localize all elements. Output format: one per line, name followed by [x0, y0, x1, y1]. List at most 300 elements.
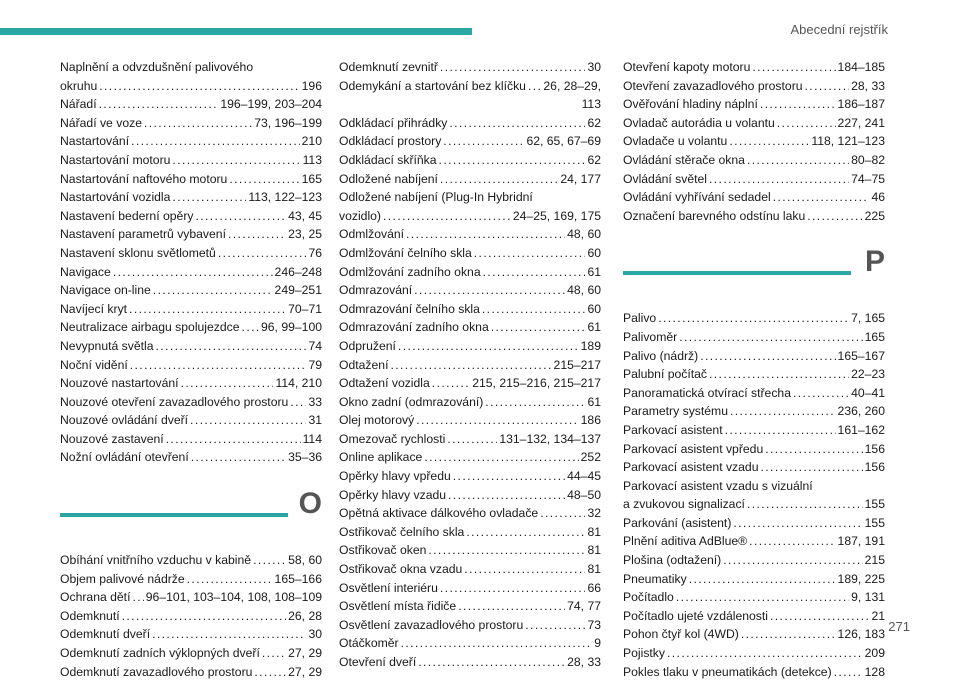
- index-entry: [60, 570, 322, 589]
- dot-leader: [667, 644, 863, 663]
- entry-term: Odložené nabíjení: [339, 171, 438, 186]
- entry-term: Nastartování vozidla: [60, 190, 171, 205]
- entry-pages: 79: [308, 357, 322, 372]
- entry-pages: 61: [587, 394, 601, 409]
- section-title: Abecední rejstřík: [790, 22, 888, 37]
- index-entry: [339, 541, 601, 560]
- entry-term: Ovládání světel: [623, 171, 708, 186]
- dot-leader: [793, 384, 849, 403]
- entry-term: Otevření zavazadlového prostoru: [623, 78, 803, 93]
- entry-term: Omezovač rychlosti: [339, 431, 446, 446]
- entry-term: Nastavení parametrů vybavení: [60, 227, 226, 242]
- index-entry: [60, 132, 322, 151]
- entry-term: Pokles tlaku v pneumatikách (detekce): [623, 664, 832, 679]
- entry-term: Nastartování: [60, 134, 130, 149]
- index-entry: [339, 374, 601, 393]
- dot-leader: [432, 374, 470, 393]
- index-entry: [60, 151, 322, 170]
- index-entry: [339, 597, 601, 616]
- index-entry: [339, 579, 601, 598]
- entry-pages: 249–251: [274, 283, 322, 298]
- entry-term: Osvětlení zavazadlového prostoru: [339, 617, 524, 632]
- dot-leader: [676, 588, 849, 607]
- letter-rule: [60, 513, 288, 517]
- dot-leader: [761, 458, 863, 477]
- entry-term: Ochrana dětí: [60, 590, 131, 605]
- index-entry: [623, 384, 885, 403]
- index-entry: [339, 653, 601, 672]
- index-entry-line: Naplnění a odvzdušnění palivového: [60, 60, 254, 74]
- index-entry: [339, 486, 601, 505]
- entry-term: Obíhání vnitřního vzduchu v kabině: [60, 553, 252, 568]
- entry-pages: 210: [301, 134, 322, 149]
- index-entry: [623, 663, 885, 681]
- entry-pages: 26, 28: [288, 608, 322, 623]
- index-column-3: [623, 58, 885, 681]
- index-entry: [60, 356, 322, 375]
- dot-leader: [491, 318, 586, 337]
- page-number: 271: [888, 619, 910, 634]
- entry-term: Odemknutí zavazadlového prostoru: [60, 664, 253, 679]
- entry-term: Ostřikovač čelního skla: [339, 524, 465, 539]
- entry-term: Plošina (odtažení): [623, 553, 722, 568]
- dot-leader: [741, 625, 836, 644]
- entry-pages: 165–166: [274, 571, 322, 586]
- dot-leader: [805, 77, 850, 96]
- entry-pages: 209: [864, 646, 885, 661]
- index-entry: [60, 663, 322, 681]
- dot-leader: [418, 653, 565, 672]
- dot-leader: [424, 448, 578, 467]
- entry-term: Odemknutí zevnitř: [339, 60, 438, 74]
- entry-term: Opětná aktivace dálkového ovladače: [339, 506, 539, 521]
- dot-leader: [773, 188, 870, 207]
- entry-term: Odmrazování čelního skla: [339, 301, 480, 316]
- dot-leader: [113, 263, 273, 282]
- index-entry: [623, 132, 885, 151]
- dot-leader: [485, 393, 585, 412]
- entry-term: Nářadí: [60, 97, 97, 112]
- entry-pages: 30: [308, 627, 322, 642]
- dot-leader: [834, 663, 863, 681]
- entry-term: Ovládání vyhřívání sedadel: [623, 190, 771, 205]
- entry-term: Ovladač autorádia u volantu: [623, 115, 775, 130]
- entries-o-end: [623, 58, 885, 225]
- entry-term: Nouzové zastavení: [60, 431, 164, 446]
- entry-term: Odpružení: [339, 338, 396, 353]
- index-entry: [623, 458, 885, 477]
- entry-pages: 35–36: [288, 450, 322, 465]
- entry-term: Odmlžování: [339, 227, 405, 242]
- dot-leader: [525, 616, 585, 635]
- index-entry: [60, 448, 322, 467]
- entry-pages: 126, 183: [837, 627, 885, 642]
- entry-pages: 118, 121–123: [811, 134, 885, 149]
- index-entry: [60, 244, 322, 263]
- entry-pages: 189: [580, 338, 601, 353]
- index-entry: [60, 188, 322, 207]
- entry-term: Ověřování hladiny náplní: [623, 97, 758, 112]
- index-entry: [339, 504, 601, 523]
- entry-term: a zvukovou signalizací: [623, 497, 745, 512]
- entry-pages: 114: [302, 431, 322, 446]
- entry-term: Počítadlo: [623, 590, 674, 605]
- dot-leader: [658, 309, 849, 328]
- entry-pages: 73, 196–199: [254, 115, 322, 130]
- entry-pages: 165: [301, 171, 322, 186]
- dot-leader: [242, 318, 259, 337]
- index-entry: [339, 114, 601, 133]
- index-entry: [339, 225, 601, 244]
- index-entry: [623, 402, 885, 421]
- entry-term: Olej motorový: [339, 413, 415, 428]
- dot-leader: [156, 337, 307, 356]
- dot-leader: [254, 663, 286, 681]
- dot-leader: [723, 551, 862, 570]
- dot-leader: [777, 114, 836, 133]
- entry-pages: 196: [301, 78, 322, 93]
- dot-leader: [228, 225, 286, 244]
- dot-leader: [229, 170, 299, 189]
- entry-pages: 61: [587, 320, 601, 335]
- entry-pages: 70–71: [288, 301, 322, 316]
- entry-pages: 27, 29: [288, 664, 322, 679]
- index-entry: [339, 616, 601, 635]
- index-entry: [60, 551, 322, 570]
- entry-pages: 73: [587, 617, 601, 632]
- dot-leader: [760, 95, 836, 114]
- index-entry: [623, 309, 885, 328]
- entry-term: Okno zadní (odmrazování): [339, 394, 484, 409]
- entry-pages: 236, 260: [837, 404, 885, 419]
- entry-pages: 189, 225: [837, 571, 885, 586]
- dot-leader: [187, 570, 273, 589]
- index-column-1: [60, 58, 322, 681]
- entry-pages: 113, 122–123: [248, 190, 322, 205]
- dot-leader: [398, 337, 579, 356]
- index-entry: [60, 95, 322, 114]
- dot-leader: [390, 356, 551, 375]
- index-entry: [339, 151, 601, 170]
- entry-term: Opěrky hlavy vpředu: [339, 469, 451, 484]
- dot-leader: [99, 77, 299, 96]
- entry-pages: 58, 60: [288, 553, 322, 568]
- entry-pages: 21: [871, 608, 885, 623]
- dot-leader: [733, 514, 862, 533]
- dot-leader: [730, 402, 836, 421]
- dot-leader: [129, 300, 286, 319]
- dot-leader: [448, 486, 565, 505]
- dot-leader: [747, 151, 849, 170]
- letter-char: O: [298, 487, 322, 521]
- entry-pages: 225: [864, 208, 885, 223]
- entries-o: [60, 551, 322, 681]
- dot-leader: [528, 77, 541, 96]
- index-entry: [623, 570, 885, 589]
- entry-term: Odemknutí dveří: [60, 627, 151, 642]
- index-entry: [60, 607, 322, 626]
- entry-term: Panoramatická otvírací střecha: [623, 385, 791, 400]
- entry-term: Palivo (nádrž): [623, 348, 699, 363]
- entry-term: Otevření kapoty motoru: [623, 60, 751, 74]
- entry-pages: 184–185: [837, 60, 885, 74]
- entry-term: Otevření dveří: [339, 655, 417, 669]
- entry-pages: 156: [864, 441, 885, 456]
- entry-term: Odtažení: [339, 357, 389, 372]
- entry-pages: 40–41: [851, 385, 885, 400]
- entry-term: Nastavení bederní opěry: [60, 208, 194, 223]
- entry-term: Ostřikovač oken: [339, 543, 427, 558]
- entry-pages: 155: [864, 515, 885, 530]
- entry-pages: 43, 45: [288, 208, 322, 223]
- dot-leader: [679, 328, 862, 347]
- entry-pages: 28, 33: [851, 78, 885, 93]
- entry-pages: 32: [587, 506, 601, 521]
- entry-term: Pneumatiky: [623, 571, 687, 586]
- entry-pages: 9, 131: [851, 590, 885, 605]
- entry-pages: 62: [587, 115, 601, 130]
- entry-pages: 81: [587, 543, 601, 558]
- entry-pages: 156: [864, 460, 885, 475]
- dot-leader: [401, 634, 593, 653]
- index-entry: [623, 440, 885, 459]
- index-entry: [623, 514, 885, 533]
- index-entry: [623, 588, 885, 607]
- entry-pages: 22–23: [851, 367, 885, 382]
- entry-term: Odkládací prostory: [339, 134, 442, 149]
- entry-pages: 96, 99–100: [261, 320, 322, 335]
- index-entry: [60, 77, 322, 96]
- entry-pages: 96–101, 103–104, 108, 108–109: [145, 590, 322, 605]
- entry-pages: 23, 25: [288, 227, 322, 242]
- dot-leader: [443, 132, 524, 151]
- dot-leader: [440, 579, 586, 598]
- index-entry: [339, 411, 601, 430]
- letter-heading-o: [60, 487, 322, 545]
- entry-term: Palubní počítač: [623, 367, 708, 382]
- index-entry: [60, 300, 322, 319]
- entry-term: Odmlžování čelního skla: [339, 245, 472, 260]
- entry-pages: 44–45: [567, 469, 601, 484]
- index-entry: [623, 532, 885, 551]
- index-entry: [60, 225, 322, 244]
- index-entry: [60, 281, 322, 300]
- letter-rule: [623, 271, 851, 275]
- entry-pages: 9: [594, 636, 601, 651]
- entry-pages: 165: [864, 329, 885, 344]
- entry-pages: 60: [587, 245, 601, 260]
- entry-term: Nouzové nastartování: [60, 376, 179, 391]
- entry-term: Nouzové ovládání dveří: [60, 413, 189, 428]
- index-entry: [339, 356, 601, 375]
- index-entry: [623, 58, 885, 77]
- entry-pages: 215–217: [553, 357, 601, 372]
- index-entry: [623, 495, 885, 514]
- entry-term: Odemknutí: [60, 608, 120, 623]
- index-entry: [60, 393, 322, 412]
- dot-leader: [290, 393, 306, 412]
- index-entry: [60, 644, 322, 663]
- entry-term: Nevypnutá světla: [60, 338, 154, 353]
- entry-term: okruhu: [60, 78, 98, 93]
- dot-leader: [172, 188, 246, 207]
- entry-pages: 31: [308, 413, 322, 428]
- entry-term: Parkovací asistent vzadu: [623, 460, 759, 475]
- index-entry: [60, 374, 322, 393]
- index-entry: [623, 551, 885, 570]
- entry-pages: 246–248: [274, 264, 322, 279]
- entry-pages: 28, 33: [567, 655, 601, 669]
- entry-term: Odtažení vozidla: [339, 376, 430, 391]
- index-entry: [339, 560, 601, 579]
- entry-term: Plnění aditiva AdBlue®: [623, 534, 748, 549]
- dot-leader: [729, 132, 809, 151]
- index-entry: [339, 430, 601, 449]
- index-entry: [339, 448, 601, 467]
- index-entry: [623, 347, 885, 366]
- dot-leader: [725, 421, 836, 440]
- entries-p: [623, 309, 885, 681]
- entry-pages: 114, 210: [275, 376, 322, 391]
- dot-leader: [190, 411, 306, 430]
- index-entry: [60, 625, 322, 644]
- index-entry: [623, 170, 885, 189]
- index-entry: [339, 337, 601, 356]
- index-entry: [623, 328, 885, 347]
- entry-pages: 33: [308, 394, 322, 409]
- entry-term: Palivo: [623, 311, 657, 326]
- index-entry: [339, 281, 601, 300]
- index-entry: [623, 607, 885, 626]
- entry-pages: 81: [587, 524, 601, 539]
- letter-heading-p: [623, 245, 885, 303]
- dot-leader: [689, 570, 836, 589]
- entry-term: Odkládací přihrádky: [339, 115, 448, 130]
- entry-term: Označení barevného odstínu laku: [623, 208, 806, 223]
- dot-leader: [414, 281, 565, 300]
- index-entry: [339, 207, 601, 226]
- entries-n: [60, 58, 322, 467]
- dot-leader: [747, 495, 863, 514]
- entry-term: Palivoměr: [623, 329, 678, 344]
- entry-term: Neutralizace airbagu spolujezdce: [60, 320, 240, 335]
- index-entry: [339, 244, 601, 263]
- index-entry: [623, 77, 885, 96]
- index-column-2: [339, 58, 601, 672]
- index-entry: [339, 467, 601, 486]
- entry-term: Navigace on-line: [60, 283, 151, 298]
- dot-leader: [464, 560, 585, 579]
- dot-leader: [439, 151, 586, 170]
- entry-pages: 187, 191: [837, 534, 885, 549]
- dot-leader: [700, 347, 835, 366]
- index-entry: [339, 300, 601, 319]
- entry-pages: 74: [308, 338, 322, 353]
- entry-pages: 131–132, 134–137: [499, 431, 601, 446]
- entry-term: Počítadlo ujeté vzdálenosti: [623, 608, 768, 623]
- entry-pages: 113: [302, 152, 322, 167]
- entry-term: Ovladače u volantu: [623, 134, 728, 149]
- entry-term: Osvětlení interiéru: [339, 580, 438, 595]
- entry-term: Navíjecí kryt: [60, 301, 128, 316]
- entry-term: Pohon čtyř kol (4WD): [623, 627, 739, 642]
- dot-leader: [752, 58, 835, 77]
- entry-pages: 62: [587, 152, 601, 167]
- dot-leader: [218, 244, 307, 263]
- entry-pages: 81: [587, 562, 601, 577]
- entry-pages: 62, 65, 67–69: [526, 134, 601, 149]
- entry-term: Ostřikovač okna vzadu: [339, 562, 463, 577]
- dot-leader: [482, 300, 586, 319]
- entry-pages: 155: [864, 497, 885, 512]
- index-entry: [339, 263, 601, 282]
- entry-term: Nastavení sklonu světlometů: [60, 245, 216, 260]
- dot-leader: [540, 504, 585, 523]
- entry-term: Odemykání a startování bez klíčku: [339, 78, 526, 93]
- dot-leader: [474, 244, 586, 263]
- entry-pages: 48–50: [567, 487, 601, 502]
- dot-leader: [428, 541, 585, 560]
- entry-pages: 30: [587, 60, 601, 74]
- entry-pages: 215, 215–216, 215–217: [472, 376, 601, 391]
- dot-leader: [416, 411, 578, 430]
- index-entry: [623, 95, 885, 114]
- entry-term: Parametry systému: [623, 404, 728, 419]
- dot-leader: [440, 170, 558, 189]
- entry-pages: 161–162: [837, 422, 885, 437]
- entry-pages: 66: [587, 580, 601, 595]
- dot-leader: [99, 95, 219, 114]
- entry-pages: 48, 60: [567, 283, 601, 298]
- dot-leader: [709, 365, 849, 384]
- entry-term: Parkování (asistent): [623, 515, 732, 530]
- dot-leader: [406, 225, 565, 244]
- dot-leader: [447, 430, 497, 449]
- index-entry: [60, 263, 322, 282]
- dot-leader: [195, 207, 286, 226]
- entry-term: Parkovací asistent vpředu: [623, 441, 764, 456]
- index-entry: [623, 188, 885, 207]
- dot-leader: [749, 532, 835, 551]
- entry-term: vozidlo): [339, 208, 381, 223]
- index-entry: [339, 393, 601, 412]
- entry-pages: 80–82: [851, 152, 885, 167]
- entry-term: Pojistky: [623, 646, 665, 661]
- entry-term: Ovládání stěrače okna: [623, 152, 745, 167]
- index-entry: [339, 523, 601, 542]
- dot-leader: [262, 644, 286, 663]
- index-entry: [623, 625, 885, 644]
- entry-term: Nářadí ve voze: [60, 115, 142, 130]
- dot-leader: [453, 467, 565, 486]
- index-entry: [60, 411, 322, 430]
- entry-term: Nouzové otevření zavazadlového prostoru: [60, 394, 289, 409]
- index-entry: [339, 170, 601, 189]
- index-entry: [339, 77, 601, 96]
- dot-leader: [153, 281, 273, 300]
- entry-term: Odmlžování zadního okna: [339, 264, 481, 279]
- dot-leader: [152, 625, 306, 644]
- entry-pages: 61: [587, 264, 601, 279]
- index-entry: [339, 132, 601, 151]
- top-accent-bar: [0, 28, 472, 35]
- entry-pages: 27, 29: [288, 646, 322, 661]
- index-entry: [623, 114, 885, 133]
- entry-term: Odkládací skříňka: [339, 152, 437, 167]
- dot-leader: [483, 263, 586, 282]
- entry-pages: 227, 241: [837, 115, 885, 130]
- dot-leader: [458, 597, 565, 616]
